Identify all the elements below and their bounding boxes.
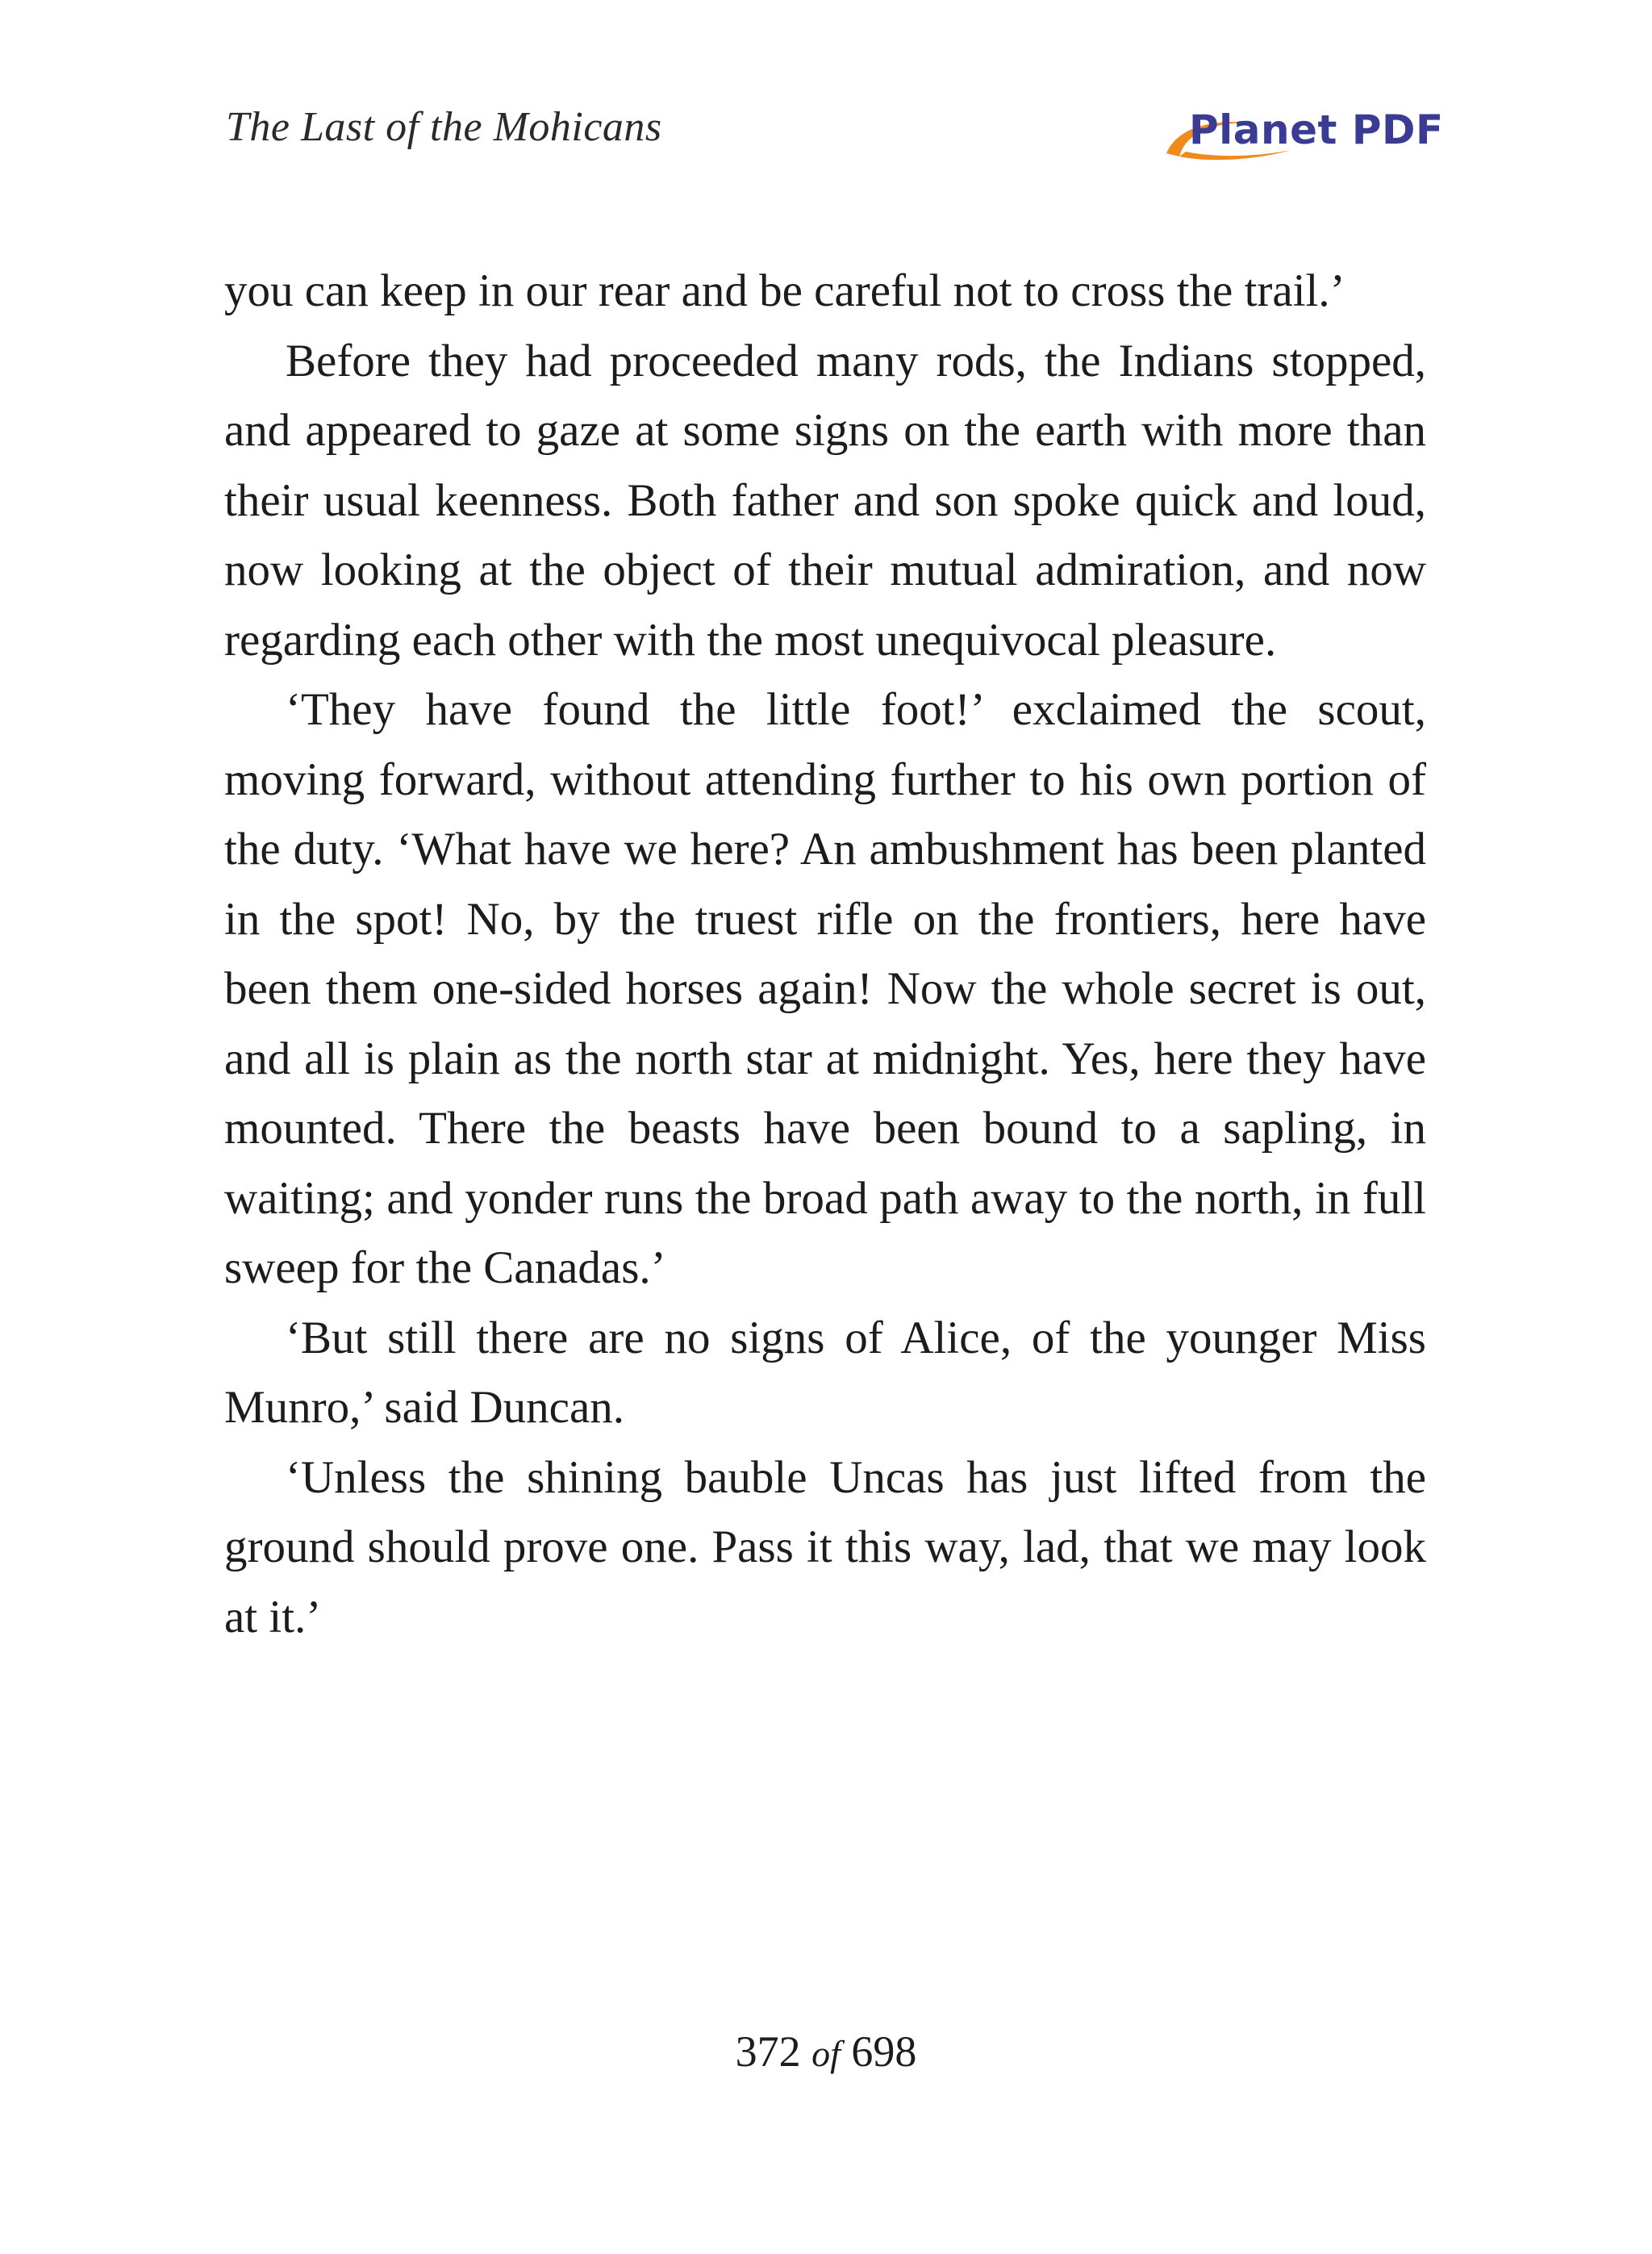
total-pages-number: 698 (851, 2027, 917, 2076)
running-title: The Last of the Mohicans (226, 104, 662, 150)
paragraph: Before they had proceeded many rods, the Indians stopped, and appeared to gaze at some signs on the earth with more than their usual keenness. Both father and son spoke quick and loud, now looking at the object of their mutual admiration, and now regarding each other with the most unequivocal pleasure. (224, 335, 1426, 666)
current-page-number: 372 (735, 2027, 801, 2076)
paragraph: ‘Unless the shining bauble Uncas has just lifted from the ground should prove one. Pass it this way, lad, that we may look at it.’ (224, 1451, 1426, 1642)
logo-text: Planet PDF (1189, 106, 1444, 153)
page-header (0, 0, 1652, 177)
page-of-label: of (811, 2033, 841, 2074)
page-number (0, 2027, 1652, 2077)
paragraph: ‘But still there are no signs of Alice, of the younger Miss Munro,’ said Duncan. (224, 1312, 1426, 1433)
page-body (224, 257, 1426, 1652)
paragraph: you can keep in our rear and be careful not to cross the trail.’ (224, 265, 1345, 316)
planet-pdf-logo (1162, 103, 1444, 168)
paragraph: ‘They have found the little foot!’ exclaimed the scout, moving forward, without attending further to his own portion of the duty. ‘What have we here? An ambushment has been planted in the spot! No, by the truest rifle on the frontiers, here have been them one-sided horses again! Now the whole secret is out, and all is plain as the north star at midnight. Yes, here they have mounted. There the beasts have been bound to a sapling, in waiting; and yonder runs the broad path away to the north, in full sweep for the Canadas.’ (224, 684, 1426, 1293)
